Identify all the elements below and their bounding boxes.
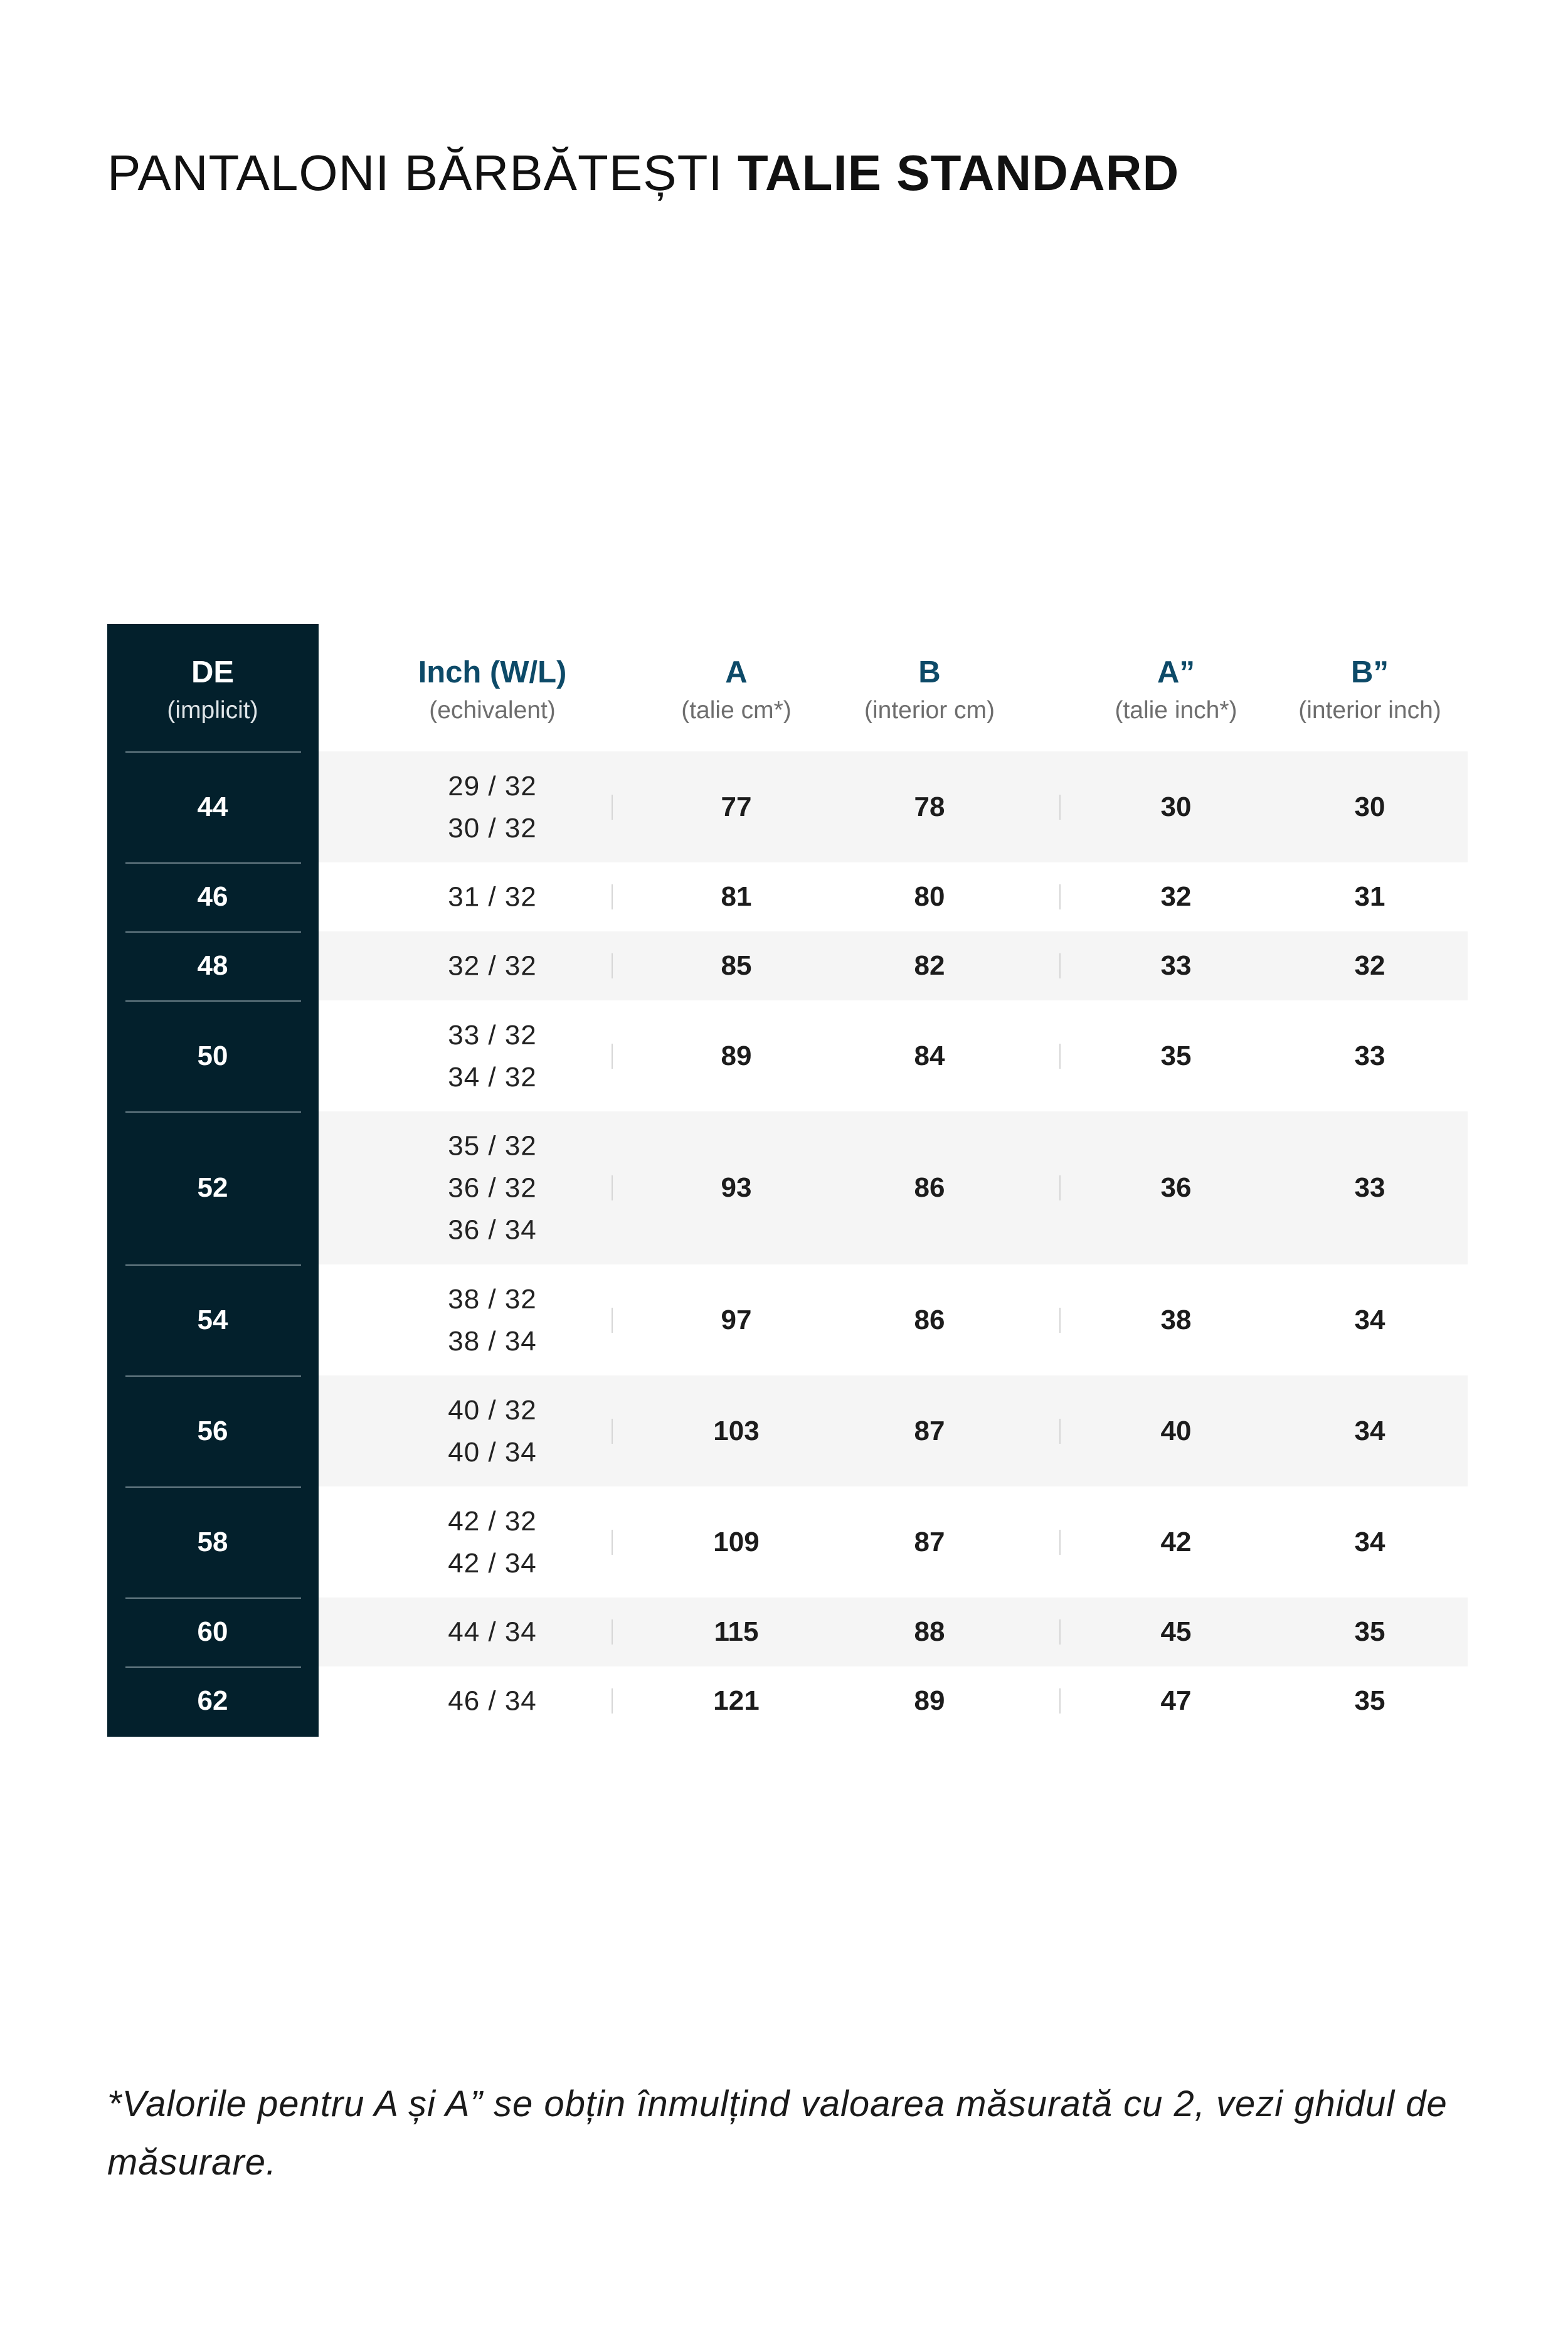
inch-size-line: 29 / 32 [448, 770, 537, 802]
column-separator [1059, 1619, 1061, 1645]
column-separator [612, 1688, 613, 1714]
de-row-divider [125, 862, 301, 864]
de-row-divider [125, 1264, 301, 1266]
header-b-inch-label: B” [1351, 655, 1389, 689]
cell-inch [448, 1680, 537, 1722]
cell-a: 121 [713, 1685, 760, 1716]
cell-de: 54 [197, 1304, 228, 1335]
cell-a: 97 [721, 1304, 752, 1335]
cell-de: 60 [197, 1616, 228, 1647]
inch-size-line: 46 / 34 [448, 1685, 537, 1717]
cell-inch [448, 1389, 537, 1473]
cell-de: 58 [197, 1526, 228, 1557]
cell-a: 77 [721, 791, 752, 822]
cell-a-inch: 32 [1160, 881, 1192, 912]
cell-b-inch: 30 [1354, 791, 1385, 822]
inch-size-line: 33 / 32 [448, 1019, 537, 1051]
header-a-label: A [725, 655, 748, 689]
cell-a-inch: 30 [1160, 791, 1192, 822]
column-separator [1059, 1530, 1061, 1555]
inch-size-line: 38 / 32 [448, 1283, 537, 1315]
cell-inch [448, 945, 537, 987]
de-row-divider [125, 1666, 301, 1668]
header-inch [418, 654, 567, 726]
table-row [107, 1111, 1468, 1264]
header-b-label: B [918, 655, 941, 689]
column-separator [612, 1619, 613, 1645]
cell-de: 44 [197, 791, 228, 822]
cell-b: 88 [914, 1616, 945, 1647]
column-separator [612, 884, 613, 909]
cell-de: 46 [197, 881, 228, 912]
table-row [107, 862, 1468, 931]
inch-size-line: 40 / 32 [448, 1394, 537, 1426]
cell-b-inch: 35 [1354, 1685, 1385, 1716]
cell-b-inch: 34 [1354, 1304, 1385, 1335]
table-row [107, 1264, 1468, 1375]
cell-de: 48 [197, 950, 228, 981]
header-b-inch [1298, 654, 1441, 726]
cell-inch [448, 1014, 537, 1098]
table-row [107, 751, 1468, 862]
cell-b: 78 [914, 791, 945, 822]
column-separator [1059, 884, 1061, 909]
title-regular: PANTALONI BĂRBĂTEȘTI [107, 145, 723, 201]
cell-b-inch: 33 [1354, 1172, 1385, 1203]
table-row [107, 1000, 1468, 1111]
header-a-inch-label: A” [1157, 655, 1195, 689]
column-separator [612, 1308, 613, 1333]
cell-a-inch: 35 [1160, 1040, 1192, 1071]
header-a-inch-sublabel: (talie inch*) [1115, 696, 1237, 724]
cell-de: 50 [197, 1040, 228, 1071]
de-row-divider [125, 1375, 301, 1377]
column-separator [1059, 953, 1061, 978]
column-separator [612, 1175, 613, 1200]
column-separator [612, 1044, 613, 1069]
inch-size-line: 36 / 32 [448, 1172, 537, 1204]
cell-a-inch: 47 [1160, 1685, 1192, 1716]
table-row [107, 1666, 1468, 1735]
cell-b: 87 [914, 1526, 945, 1557]
de-row-divider [125, 1111, 301, 1113]
cell-a-inch: 33 [1160, 950, 1192, 981]
table-header [107, 624, 1468, 751]
column-separator [1059, 1044, 1061, 1069]
footnote: *Valorile pentru A și A” se obțin înmulțind valoarea măsurată cu 2, vezi ghidul de măsurare. [107, 2084, 1448, 2183]
cell-inch [448, 1278, 537, 1362]
cell-de: 62 [197, 1685, 228, 1716]
cell-b-inch: 33 [1354, 1040, 1385, 1071]
column-separator [1059, 795, 1061, 820]
cell-a-inch: 36 [1160, 1172, 1192, 1203]
de-row-divider [125, 1597, 301, 1599]
cell-b: 80 [914, 881, 945, 912]
inch-size-line: 42 / 32 [448, 1505, 537, 1537]
cell-b-inch: 34 [1354, 1415, 1385, 1446]
inch-size-line: 34 / 32 [448, 1061, 537, 1093]
cell-b: 87 [914, 1415, 945, 1446]
cell-inch [448, 1125, 537, 1251]
header-b-sublabel: (interior cm) [864, 696, 995, 724]
cell-de: 56 [197, 1415, 228, 1446]
cell-b-inch: 34 [1354, 1526, 1385, 1557]
column-separator [1059, 1175, 1061, 1200]
cell-b-inch: 32 [1354, 950, 1385, 981]
column-separator [1059, 1688, 1061, 1714]
cell-a: 115 [714, 1616, 759, 1647]
de-row-divider [125, 1000, 301, 1002]
cell-inch [448, 765, 537, 849]
inch-size-line: 42 / 34 [448, 1547, 537, 1579]
cell-a-inch: 40 [1160, 1415, 1192, 1446]
title-bold: TALIE STANDARD [737, 145, 1180, 201]
page-title [107, 145, 1180, 201]
header-a-sublabel: (talie cm*) [681, 696, 792, 724]
cell-inch [448, 876, 537, 918]
header-de-label: DE [191, 655, 235, 689]
table-row [107, 931, 1468, 1000]
column-separator [612, 1530, 613, 1555]
de-row-divider [125, 751, 301, 753]
inch-size-line: 36 / 34 [448, 1214, 537, 1246]
cell-a-inch: 42 [1160, 1526, 1192, 1557]
header-inch-label: Inch (W/L) [418, 655, 567, 689]
table-row [107, 1375, 1468, 1486]
cell-b-inch: 31 [1354, 881, 1385, 912]
inch-size-line: 30 / 32 [448, 812, 537, 844]
inch-size-line: 40 / 34 [448, 1436, 537, 1468]
header-de [167, 654, 258, 726]
cell-a: 89 [721, 1040, 752, 1071]
header-b [864, 654, 995, 726]
cell-a-inch: 45 [1160, 1616, 1192, 1647]
cell-a-inch: 38 [1160, 1304, 1192, 1335]
cell-b: 86 [914, 1304, 945, 1335]
column-separator [1059, 1308, 1061, 1333]
header-a [681, 654, 792, 726]
inch-size-line: 35 / 32 [448, 1130, 537, 1162]
cell-b: 84 [914, 1040, 945, 1071]
header-de-sublabel: (implicit) [167, 696, 258, 724]
cell-inch [448, 1500, 537, 1584]
header-inch-sublabel: (echivalent) [429, 696, 556, 724]
column-separator [612, 1419, 613, 1444]
table-row [107, 1486, 1468, 1597]
cell-b: 86 [914, 1172, 945, 1203]
cell-de: 52 [197, 1172, 228, 1203]
cell-b: 89 [914, 1685, 945, 1716]
cell-b: 82 [914, 950, 945, 981]
cell-a: 103 [713, 1415, 760, 1446]
inch-size-line: 32 / 32 [448, 950, 537, 982]
inch-size-line: 31 / 32 [448, 881, 537, 913]
inch-size-line: 38 / 34 [448, 1325, 537, 1357]
header-b-inch-sublabel: (interior inch) [1298, 696, 1441, 724]
cell-a: 85 [721, 950, 752, 981]
de-row-divider [125, 931, 301, 933]
cell-a: 93 [721, 1172, 752, 1203]
cell-a: 109 [713, 1526, 760, 1557]
column-separator [1059, 1419, 1061, 1444]
cell-inch [448, 1611, 537, 1653]
cell-a: 81 [721, 881, 752, 912]
cell-b-inch: 35 [1354, 1616, 1385, 1647]
de-row-divider [125, 1486, 301, 1488]
column-separator [612, 953, 613, 978]
inch-size-line: 44 / 34 [448, 1616, 537, 1648]
header-a-inch [1115, 654, 1237, 726]
column-separator [612, 795, 613, 820]
table-row [107, 1597, 1468, 1666]
